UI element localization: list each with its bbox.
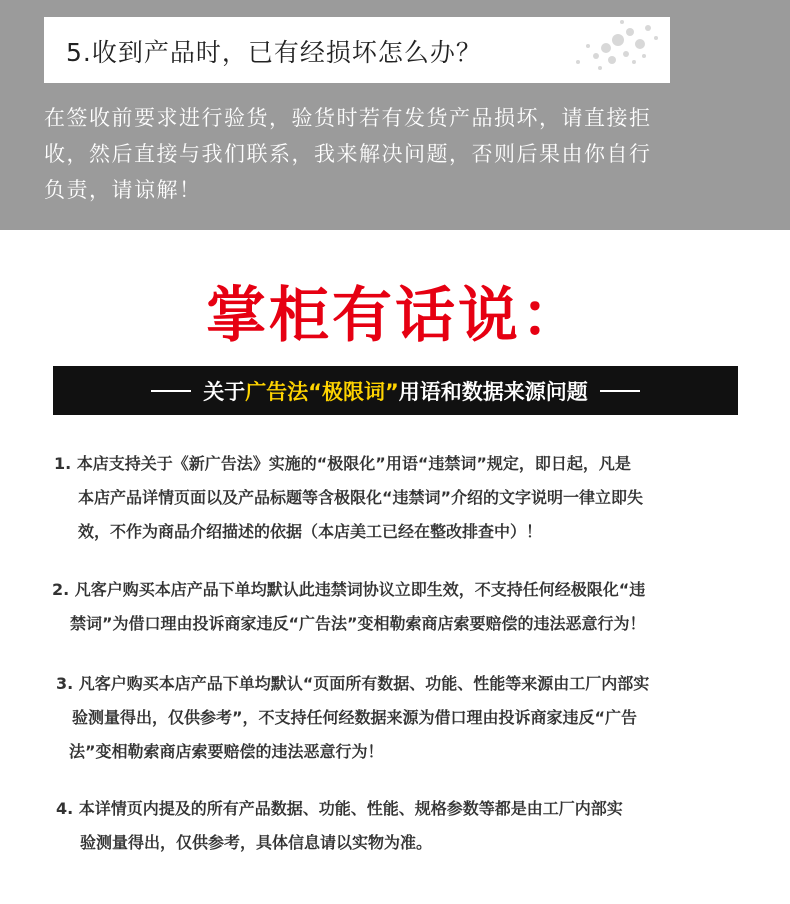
banner-text-pre: 关于 [203,379,246,404]
answer-line: 负责，请谅解！ [44,178,202,202]
notice-item-3 [56,667,649,769]
notice-line: 法”变相勒索商店索要赔偿的违法恶意行为！ [69,742,384,761]
ink-splash-decoration [548,10,678,90]
banner-dash-right [600,390,640,392]
notice-line: 本店产品详情页面以及产品标题等含极限化“违禁词”介绍的文字说明一律立即失 [78,488,644,507]
banner-dash-left [151,390,191,392]
answer-text [44,100,744,208]
question-title: 5.收到产品时，已有经损坏怎么办？ [66,38,482,67]
notice-line: 效，不作为商品介绍描述的依据（本店美工已经在整改排查中）！ [78,522,543,541]
notice-line: 验测量得出，仅供参考”，不支持任何经数据来源为借口理由投诉商家违反“广告 [72,708,638,727]
notice-line: 验测量得出，仅供参考，具体信息请以实物为准。 [80,833,433,852]
banner-text-post: 用语和数据来源问题 [398,379,588,404]
faq-section [0,0,790,230]
notice-line: 1. 本店支持关于《新广告法》实施的“极限化”用语“违禁词”规定，即日起，凡是 [54,454,631,473]
notice-heading: 掌柜有话说： [206,281,584,351]
answer-line: 收，然后直接与我们联系，我来解决问题，否则后果由你自行 [44,142,652,166]
notice-item-2 [52,573,646,641]
banner-text-highlight: 广告法“极限词” [245,379,399,404]
notice-line: 3. 凡客户购买本店产品下单均默认“页面所有数据、功能、性能等来源由工厂内部实 [56,674,650,693]
notice-item-1 [54,447,643,549]
notice-line: 禁词”为借口理由投诉商家违反“广告法”变相勒索商店索要赔偿的违法恶意行为！ [70,614,646,633]
notice-line: 4. 本详情页内提及的所有产品数据、功能、性能、规格参数等都是由工厂内部实 [56,799,623,818]
notice-banner [53,366,738,415]
notice-line: 2. 凡客户购买本店产品下单均默认此违禁词协议立即生效，不支持任何经极限化“违 [52,580,646,599]
answer-line: 在签收前要求进行验货，验货时若有发货产品损坏，请直接拒 [44,106,652,130]
notice-item-4 [56,792,623,860]
